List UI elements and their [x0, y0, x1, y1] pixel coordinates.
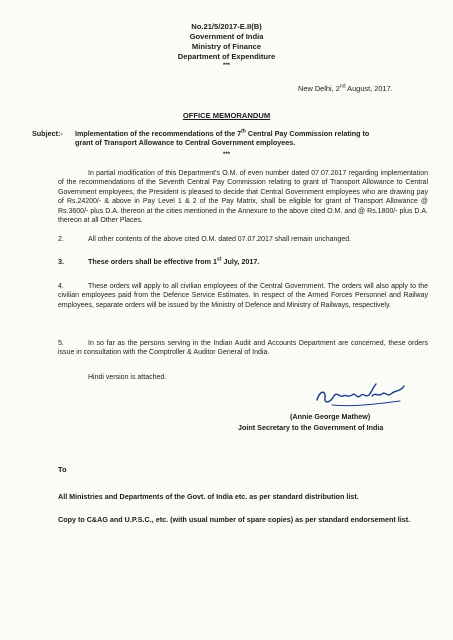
subject-line-2: grant of Transport Allowance to Central Government employees. [75, 138, 296, 148]
subject-line-1-b: Central Pay Commission relating to [245, 129, 370, 138]
to-label: To [58, 465, 67, 474]
subject-stars: *** [222, 152, 230, 158]
signatory-designation: Joint Secretary to the Government of India [238, 423, 384, 432]
date-day: 2 [335, 84, 340, 93]
date-month-year: August, 2017. [347, 84, 393, 93]
paragraph-1: In partial modification of this Department's O.M. of even number dated 07.07.2017 regarding implementation of the recommendations of the Seventh Central Pay Commission relating to grant of Transport Allowance to Central Government employees, the President is pleased to decide that Central Government employees who are drawing pay of Rs.24200/- & above in Pay Level 1 & 2 of the Pay Matrix, shall be eligible for grant of Transport Allowance @ Rs.3600/- plus D.A. thereon at the cities mentioned in the Annexure to the above cited O.M. and @ Rs.1800/- plus D.A. thereon at all Other Places. [58, 170, 428, 225]
date-day-suffix: nd [339, 83, 346, 90]
subject-line-1-a: Implementation of the recommendations of the 7 [75, 129, 242, 138]
memo-title: OFFICE MEMORANDUM [182, 111, 271, 120]
paragraph-5-number: 5. [58, 340, 64, 347]
paragraph-3-sup: st [217, 256, 222, 263]
subject-line-1 [75, 129, 427, 138]
paragraph-3 [88, 257, 428, 266]
department-line: Department of Expenditure [177, 52, 276, 61]
paragraph-3-a: These orders shall be effective from 1 [88, 257, 218, 266]
copy-to-line: Copy to C&AG and U.P.S.C., etc. (with usual number of spare copies) as per standard endorsement list. [58, 515, 411, 524]
paragraph-4-number: 4. [58, 283, 64, 290]
subject-text [75, 129, 427, 148]
subject-label: Subject:- [32, 129, 63, 138]
date-place: New Delhi, [298, 84, 334, 93]
ministry-line: Ministry of Finance [191, 42, 262, 51]
file-number: No.21/5/2017-E.II(B) [191, 22, 262, 31]
government-line: Government of India [189, 32, 264, 41]
paragraph-4: These orders will apply to all civilian employees of the Central Government. The orders will also apply to the civilian employees paid from the Defence Service Estimates. In respect of the Armed Forces Personnel and Railway employees, separate orders will be issued by the Ministry of Defence and Ministry of Railways, respectively. [58, 283, 428, 309]
paragraph-3-number: 3. [58, 257, 64, 266]
paragraph-2: All other contents of the above cited O.M. dated 07.07.2017 shall remain unchanged. [88, 236, 352, 243]
header-stars: *** [222, 63, 230, 69]
signature-image [312, 376, 412, 412]
hindi-version-note: Hindi version is attached. [88, 374, 167, 381]
distribution-line: All Ministries and Departments of the Govt. of India etc. as per standard distribution list. [58, 492, 359, 501]
paragraph-2-number: 2. [58, 236, 64, 243]
memo-date [298, 84, 393, 93]
paragraph-5: In so far as the persons serving in the Indian Audit and Accounts Department are concerned, these orders issue in consultation with the Comptroller & Auditor General of India. [58, 340, 428, 357]
signatory-name: (Annie George Mathew) [290, 412, 371, 421]
subject-line-1-sup: th [241, 128, 246, 135]
paragraph-3-b: July, 2017. [221, 257, 260, 266]
